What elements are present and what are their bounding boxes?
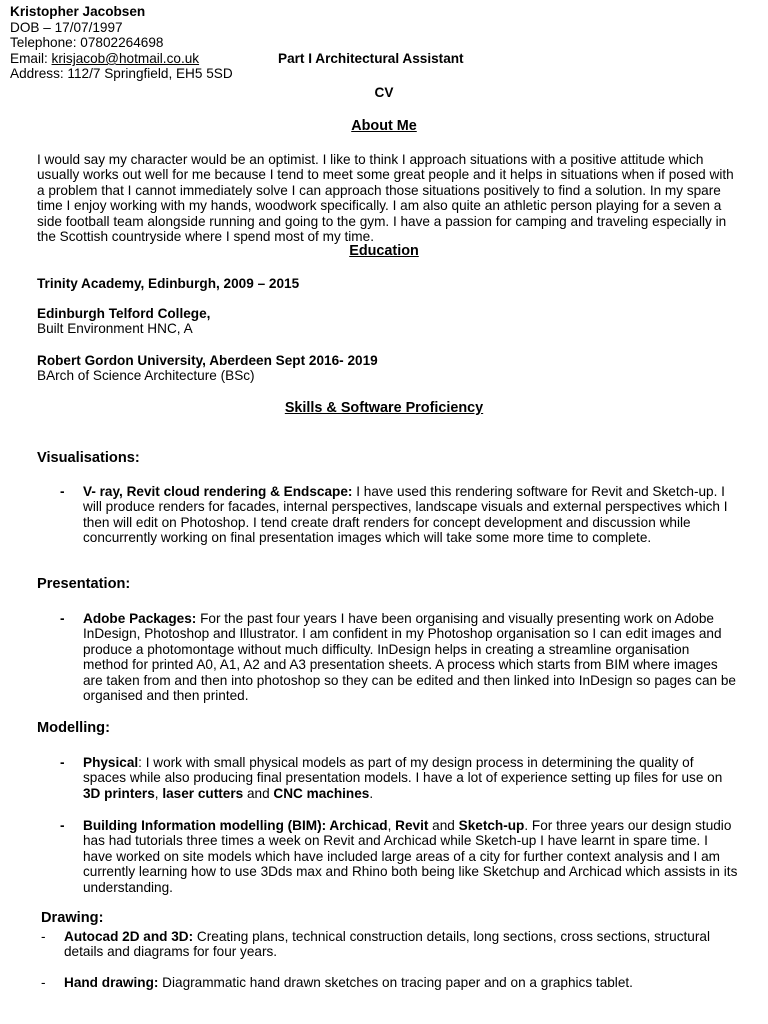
skills-heading: Skills & Software Proficiency (284, 400, 484, 416)
education-entry-title: Trinity Academy, Edinburgh, 2009 – 2015 (37, 276, 300, 291)
telephone: Telephone: 07802264698 (10, 35, 164, 50)
physical-label: Physical (83, 755, 139, 770)
autocad-label: Autocad 2D and 3D: (64, 929, 194, 944)
email-label: Email: (10, 51, 52, 66)
education-entry-detail: Built Environment HNC, A (37, 321, 193, 336)
presentation-item (83, 611, 738, 703)
email-link[interactable]: krisjacob@hotmail.co.uk (51, 51, 200, 66)
education-entry-detail: BArch of Science Architecture (BSc) (37, 368, 255, 383)
visualisations-item-label: V- ray, Revit cloud rendering & Endscape: (83, 484, 353, 499)
presentation-item-text: For the past four years I have been organising and visually presenting work on Adobe InDesign, Photoshop and Illustrator. I am confident in my Photoshop organisation so I can edit images and produce a photomontage without much difficulty. InDesign helps in creating a streamline organisation method for printed A0, A1, A2 and A3 presentation sheets. A process which starts from BIM where images are taken from and then into photoshop so they can be edited and then linked into InDesign so pages can be organised and then printed. (83, 611, 736, 704)
address: Address: 112/7 Springfield, EH5 5SD (10, 66, 233, 81)
visualisations-item (83, 484, 738, 546)
physical-laser-cutters: laser cutters (162, 785, 244, 801)
drawing-hand-item (64, 975, 744, 990)
presentation-title: Presentation: (37, 576, 131, 592)
separator: and (243, 785, 274, 801)
separator: , (154, 785, 163, 801)
bullet-dash: - (60, 611, 65, 626)
about-heading: About Me (351, 118, 417, 134)
drawing-title: Drawing: (41, 910, 104, 926)
modelling-bim-item (83, 818, 738, 895)
physical-3d-printers: 3D printers (83, 785, 155, 801)
bim-sketchup: Sketch-up (458, 818, 525, 833)
date-of-birth: DOB – 17/07/1997 (10, 20, 123, 35)
bim-label: Building Information modelling (BIM): Archicad (83, 818, 388, 833)
bullet-dash: - (60, 818, 65, 833)
bullet-dash: - (41, 975, 46, 990)
period: . (369, 785, 374, 801)
hand-drawing-text: Diagrammatic hand drawn sketches on tracing paper and on a graphics tablet. (158, 975, 633, 990)
bullet-dash: - (60, 755, 65, 770)
visualisations-title: Visualisations: (37, 450, 140, 466)
bullet-dash: - (60, 484, 65, 499)
autocad-text: Creating plans, technical construction details, long sections, cross sections, structural details and diagrams for four years. (64, 929, 710, 960)
education-entry-title: Edinburgh Telford College, (37, 306, 211, 321)
education-heading: Education (349, 243, 419, 259)
cv-title: CV (374, 85, 394, 100)
modelling-physical-item (83, 755, 738, 801)
physical-cnc-machines: CNC machines (273, 785, 370, 801)
physical-text: : I work with small physical models as part of my design process in determining the quality of spaces while also producing final presentation models. I have a lot of experience setting up files for use on (83, 755, 723, 786)
education-entry-title: Robert Gordon University, Aberdeen Sept 2016- 2019 (37, 353, 378, 368)
drawing-autocad-item (64, 929, 714, 960)
bim-text: . For three years our design studio has had tutorials three times a week on Revit and Archicad while Sketch-up I have learnt in spare time. I have worked on site models which have included large areas of a city for further context analysis and I am currently learning how to use 3Dds max and Rhino both being like Sketchup and Archicad which assists in its understanding. (83, 818, 738, 895)
modelling-title: Modelling: (37, 720, 110, 736)
hand-drawing-label: Hand drawing: (64, 975, 159, 990)
presentation-item-label: Adobe Packages: (83, 611, 197, 626)
candidate-name: Kristopher Jacobsen (10, 4, 146, 19)
about-text: I would say my character would be an optimist. I like to think I approach situations with a positive attitude which usually works out well for me because I tend to meet some great people and it helps in situations when if posed with a problem that I cannot immediately solve I can approach those situations positively to find a solution. In my spare time I enjoy working with my hands, woodwork specifically. I am also quite an athletic person playing for a seven a side football team alongside running and going to the gym. I have a passion for camping and traveling especially in the Scottish countryside where I spend most of my time. (37, 152, 734, 245)
separator: , (387, 818, 396, 833)
bim-revit: Revit (395, 818, 429, 833)
job-title: Part I Architectural Assistant (278, 51, 464, 66)
visualisations-item-text: I have used this rendering software for Revit and Sketch-up. I will produce renders for facades, internal perspectives, landscape visuals and external perspectives which I then will edit on Photoshop. I tend create draft renders for concept development and discussion while concurrently working on final presentation images which will take some more time to complete. (83, 484, 728, 546)
separator: and (428, 818, 459, 833)
bullet-dash: - (41, 929, 46, 944)
email-line (10, 51, 199, 66)
